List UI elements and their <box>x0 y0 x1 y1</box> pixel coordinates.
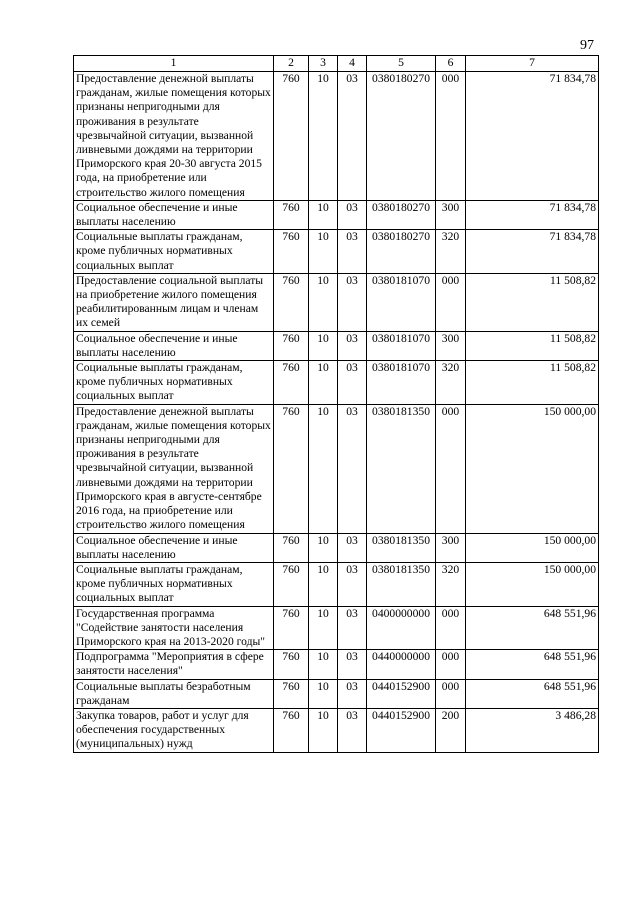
row-cell-5: 0440152900 <box>367 679 436 708</box>
table-row <box>74 606 599 650</box>
row-cell-4: 03 <box>338 230 367 274</box>
table-body <box>74 72 599 753</box>
row-cell-4: 03 <box>338 650 367 679</box>
table-row <box>74 562 599 606</box>
header-cell: 5 <box>367 56 436 72</box>
row-cell-5: 0380181350 <box>367 562 436 606</box>
row-amount-cell: 3 486,28 <box>466 708 599 752</box>
row-cell-4: 03 <box>338 562 367 606</box>
row-cell-3: 10 <box>309 606 338 650</box>
row-cell-2: 760 <box>274 230 309 274</box>
header-cell: 2 <box>274 56 309 72</box>
row-cell-4: 03 <box>338 273 367 331</box>
row-cell-6: 320 <box>436 230 466 274</box>
table-row <box>74 708 599 752</box>
row-cell-2: 760 <box>274 562 309 606</box>
row-cell-6: 000 <box>436 72 466 201</box>
row-name-cell: Социальное обеспечение и иные выплаты населению <box>74 200 274 229</box>
row-cell-3: 10 <box>309 562 338 606</box>
row-cell-2: 760 <box>274 404 309 533</box>
row-cell-2: 760 <box>274 361 309 405</box>
row-cell-6: 000 <box>436 679 466 708</box>
header-cell: 4 <box>338 56 367 72</box>
row-amount-cell: 11 508,82 <box>466 273 599 331</box>
row-name-cell: Социальное обеспечение и иные выплаты населению <box>74 533 274 562</box>
row-amount-cell: 648 551,96 <box>466 679 599 708</box>
row-cell-4: 03 <box>338 331 367 360</box>
row-cell-3: 10 <box>309 708 338 752</box>
row-cell-3: 10 <box>309 679 338 708</box>
row-cell-4: 03 <box>338 404 367 533</box>
row-cell-6: 000 <box>436 606 466 650</box>
row-cell-5: 0380181070 <box>367 331 436 360</box>
row-amount-cell: 150 000,00 <box>466 404 599 533</box>
row-cell-5: 0380180270 <box>367 200 436 229</box>
row-cell-3: 10 <box>309 273 338 331</box>
row-amount-cell: 71 834,78 <box>466 72 599 201</box>
row-cell-3: 10 <box>309 404 338 533</box>
row-amount-cell: 648 551,96 <box>466 606 599 650</box>
table-row <box>74 361 599 405</box>
row-cell-3: 10 <box>309 361 338 405</box>
table-row <box>74 273 599 331</box>
row-cell-3: 10 <box>309 650 338 679</box>
row-cell-4: 03 <box>338 606 367 650</box>
row-cell-6: 000 <box>436 404 466 533</box>
row-cell-4: 03 <box>338 708 367 752</box>
row-cell-2: 760 <box>274 708 309 752</box>
row-name-cell: Социальные выплаты гражданам, кроме публичных нормативных социальных выплат <box>74 361 274 405</box>
header-cell: 7 <box>466 56 599 72</box>
row-cell-3: 10 <box>309 331 338 360</box>
row-cell-5: 0440152900 <box>367 708 436 752</box>
row-cell-2: 760 <box>274 533 309 562</box>
row-cell-6: 300 <box>436 200 466 229</box>
row-cell-6: 300 <box>436 533 466 562</box>
row-cell-2: 760 <box>274 679 309 708</box>
row-name-cell: Социальные выплаты гражданам, кроме публичных нормативных социальных выплат <box>74 230 274 274</box>
row-name-cell: Предоставление социальной выплаты на приобретение жилого помещения реабилитированным лицам и членам их семей <box>74 273 274 331</box>
table-row <box>74 230 599 274</box>
row-cell-2: 760 <box>274 200 309 229</box>
row-cell-6: 000 <box>436 650 466 679</box>
row-cell-4: 03 <box>338 361 367 405</box>
table-row <box>74 679 599 708</box>
row-name-cell: Социальные выплаты безработным гражданам <box>74 679 274 708</box>
row-cell-6: 300 <box>436 331 466 360</box>
row-cell-5: 0380181070 <box>367 361 436 405</box>
header-row <box>74 56 599 72</box>
row-cell-6: 320 <box>436 361 466 405</box>
row-cell-5: 0400000000 <box>367 606 436 650</box>
row-cell-2: 760 <box>274 273 309 331</box>
row-cell-6: 000 <box>436 273 466 331</box>
budget-table <box>73 55 599 753</box>
row-cell-5: 0380181070 <box>367 273 436 331</box>
row-amount-cell: 11 508,82 <box>466 361 599 405</box>
row-cell-5: 0380180270 <box>367 72 436 201</box>
row-cell-3: 10 <box>309 230 338 274</box>
table-row <box>74 331 599 360</box>
table-row <box>74 72 599 201</box>
row-name-cell: Предоставление денежной выплаты гражданам, жилые помещения которых признаны непригодными для проживания в результате чрезвычайной ситуации, вызванной ливневыми дождями на территории Приморского края в августе-сентябре 2016 года, на приобретение или строительство жилого помещения <box>74 404 274 533</box>
row-cell-5: 0380181350 <box>367 533 436 562</box>
row-cell-5: 0440000000 <box>367 650 436 679</box>
row-cell-6: 320 <box>436 562 466 606</box>
row-amount-cell: 71 834,78 <box>466 230 599 274</box>
row-cell-2: 760 <box>274 650 309 679</box>
page-number: 97 <box>580 38 594 53</box>
row-amount-cell: 648 551,96 <box>466 650 599 679</box>
row-name-cell: Социальное обеспечение и иные выплаты населению <box>74 331 274 360</box>
header-cell: 6 <box>436 56 466 72</box>
row-name-cell: Предоставление денежной выплаты гражданам, жилые помещения которых признаны непригодными для проживания в результате чрезвычайной ситуации, вызванной ливневыми дождями на территории Приморского края 20-30 августа 2015 года, на приобретение или строительство жилого помещения <box>74 72 274 201</box>
row-cell-2: 760 <box>274 72 309 201</box>
row-cell-5: 0380180270 <box>367 230 436 274</box>
row-name-cell: Государственная программа "Содействие занятости населения Приморского края на 2013-2020 годы" <box>74 606 274 650</box>
row-amount-cell: 11 508,82 <box>466 331 599 360</box>
table-row <box>74 650 599 679</box>
row-cell-2: 760 <box>274 331 309 360</box>
row-cell-4: 03 <box>338 533 367 562</box>
row-cell-3: 10 <box>309 533 338 562</box>
row-cell-4: 03 <box>338 679 367 708</box>
row-cell-3: 10 <box>309 200 338 229</box>
row-amount-cell: 71 834,78 <box>466 200 599 229</box>
row-cell-5: 0380181350 <box>367 404 436 533</box>
row-name-cell: Подпрограмма "Мероприятия в сфере занятости населения" <box>74 650 274 679</box>
row-amount-cell: 150 000,00 <box>466 562 599 606</box>
row-cell-4: 03 <box>338 200 367 229</box>
row-amount-cell: 150 000,00 <box>466 533 599 562</box>
table-row <box>74 404 599 533</box>
row-cell-2: 760 <box>274 606 309 650</box>
table-row <box>74 533 599 562</box>
table-row <box>74 200 599 229</box>
row-cell-4: 03 <box>338 72 367 201</box>
header-cell: 1 <box>74 56 274 72</box>
row-name-cell: Социальные выплаты гражданам, кроме публичных нормативных социальных выплат <box>74 562 274 606</box>
row-name-cell: Закупка товаров, работ и услуг для обеспечения государственных (муниципальных) нужд <box>74 708 274 752</box>
header-cell: 3 <box>309 56 338 72</box>
row-cell-3: 10 <box>309 72 338 201</box>
row-cell-6: 200 <box>436 708 466 752</box>
